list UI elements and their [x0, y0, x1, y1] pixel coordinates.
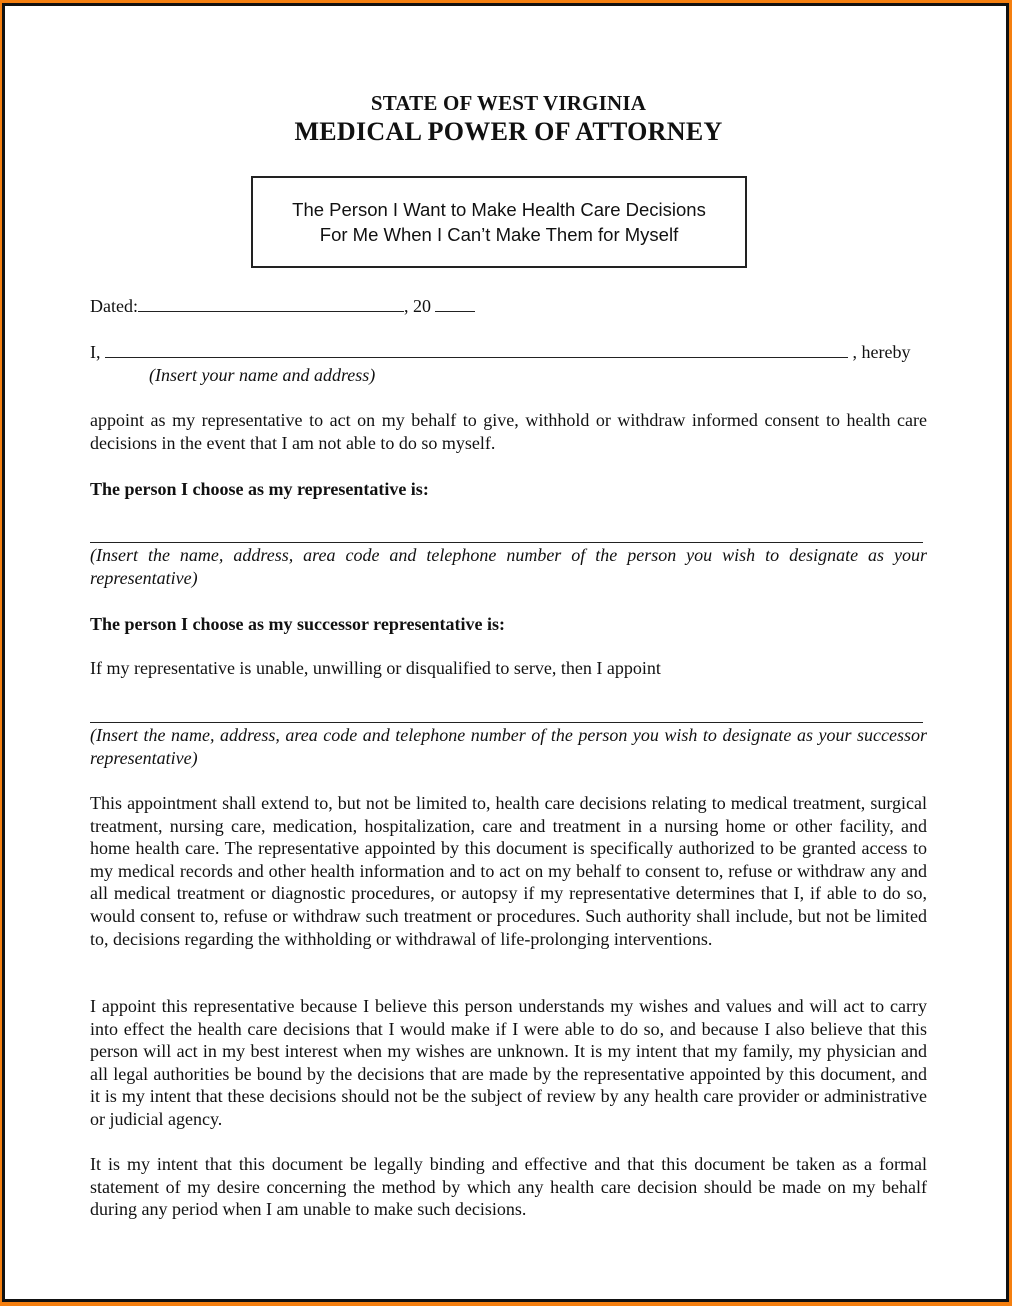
- state-heading: STATE OF WEST VIRGINIA: [370, 91, 647, 115]
- principal-prefix: I,: [90, 342, 101, 362]
- year-prefix: , 20: [403, 296, 431, 316]
- document-page: [5, 6, 1006, 1299]
- representative-field[interactable]: [90, 542, 923, 543]
- representative-instruction: (Insert the name, address, area code and telephone number of the person you wish to designate as your representative): [90, 545, 927, 588]
- year-field[interactable]: [435, 296, 475, 312]
- document-title: MEDICAL POWER OF ATTORNEY: [294, 117, 723, 146]
- representative-heading: The person I choose as my representative is:: [90, 479, 429, 499]
- subtitle-box: [251, 176, 747, 268]
- subtitle-line-1: The Person I Want to Make Health Care Decisions: [292, 199, 706, 220]
- paragraph-reason: I appoint this representative because I believe this person understands my wishes and values and will act to carry into effect the health care decisions that I would make if I were able to do so, and because I also believe that this person will act in my best interest when my wishes are unknown. It is my intent that my family, my physician and all legal authorities be bound by the decisions that are made by the representative appointed by this document, and it is my intent that these decisions should not be the subject of review by any health care provider or administrative or judicial agency.: [90, 996, 927, 1129]
- document-frame: [2, 3, 1009, 1302]
- principal-line: [90, 341, 910, 364]
- dated-label: Dated:: [90, 296, 138, 316]
- subtitle-line-2: For Me When I Can’t Make Them for Myself: [319, 224, 679, 245]
- paragraph-intent: It is my intent that this document be legally binding and effective and that this document be taken as a formal statement of my desire concerning the method by which any health care decision should be made on my behalf during any period when I am unable to make such decisions.: [90, 1154, 927, 1220]
- principal-instruction: (Insert your name and address): [149, 365, 376, 385]
- dated-line: [90, 295, 475, 318]
- principal-suffix: , hereby: [852, 342, 911, 362]
- appoint-paragraph: appoint as my representative to act on my behalf to give, withhold or withdraw informed consent to health care decisions in the event that I am not able to do so myself.: [90, 410, 927, 453]
- successor-intro: If my representative is unable, unwilling or disqualified to serve, then I appoint: [90, 658, 661, 678]
- date-field[interactable]: [138, 296, 404, 312]
- successor-heading: The person I choose as my successor representative is:: [90, 614, 505, 634]
- successor-field[interactable]: [90, 722, 923, 723]
- paragraph-scope: This appointment shall extend to, but not be limited to, health care decisions relating to medical treatment, surgical treatment, nursing care, medication, hospitalization, care and treatment in a nursing home or other facility, and home health care. The representative appointed by this document is specifically authorized to be granted access to my medical records and other health information and to act on my behalf to consent to, refuse or withdraw any and all medical treatment or diagnostic procedures, or autopsy if my representative determines that I, if able to do so, would consent to, refuse or withdraw such treatment or procedures. Such authority shall include, but not be limited to, decisions regarding the withholding or withdrawal of life-prolonging interventions.: [90, 793, 927, 949]
- successor-instruction: (Insert the name, address, area code and telephone number of the person you wish to designate as your successor representative): [90, 725, 927, 768]
- principal-name-field[interactable]: [105, 342, 848, 358]
